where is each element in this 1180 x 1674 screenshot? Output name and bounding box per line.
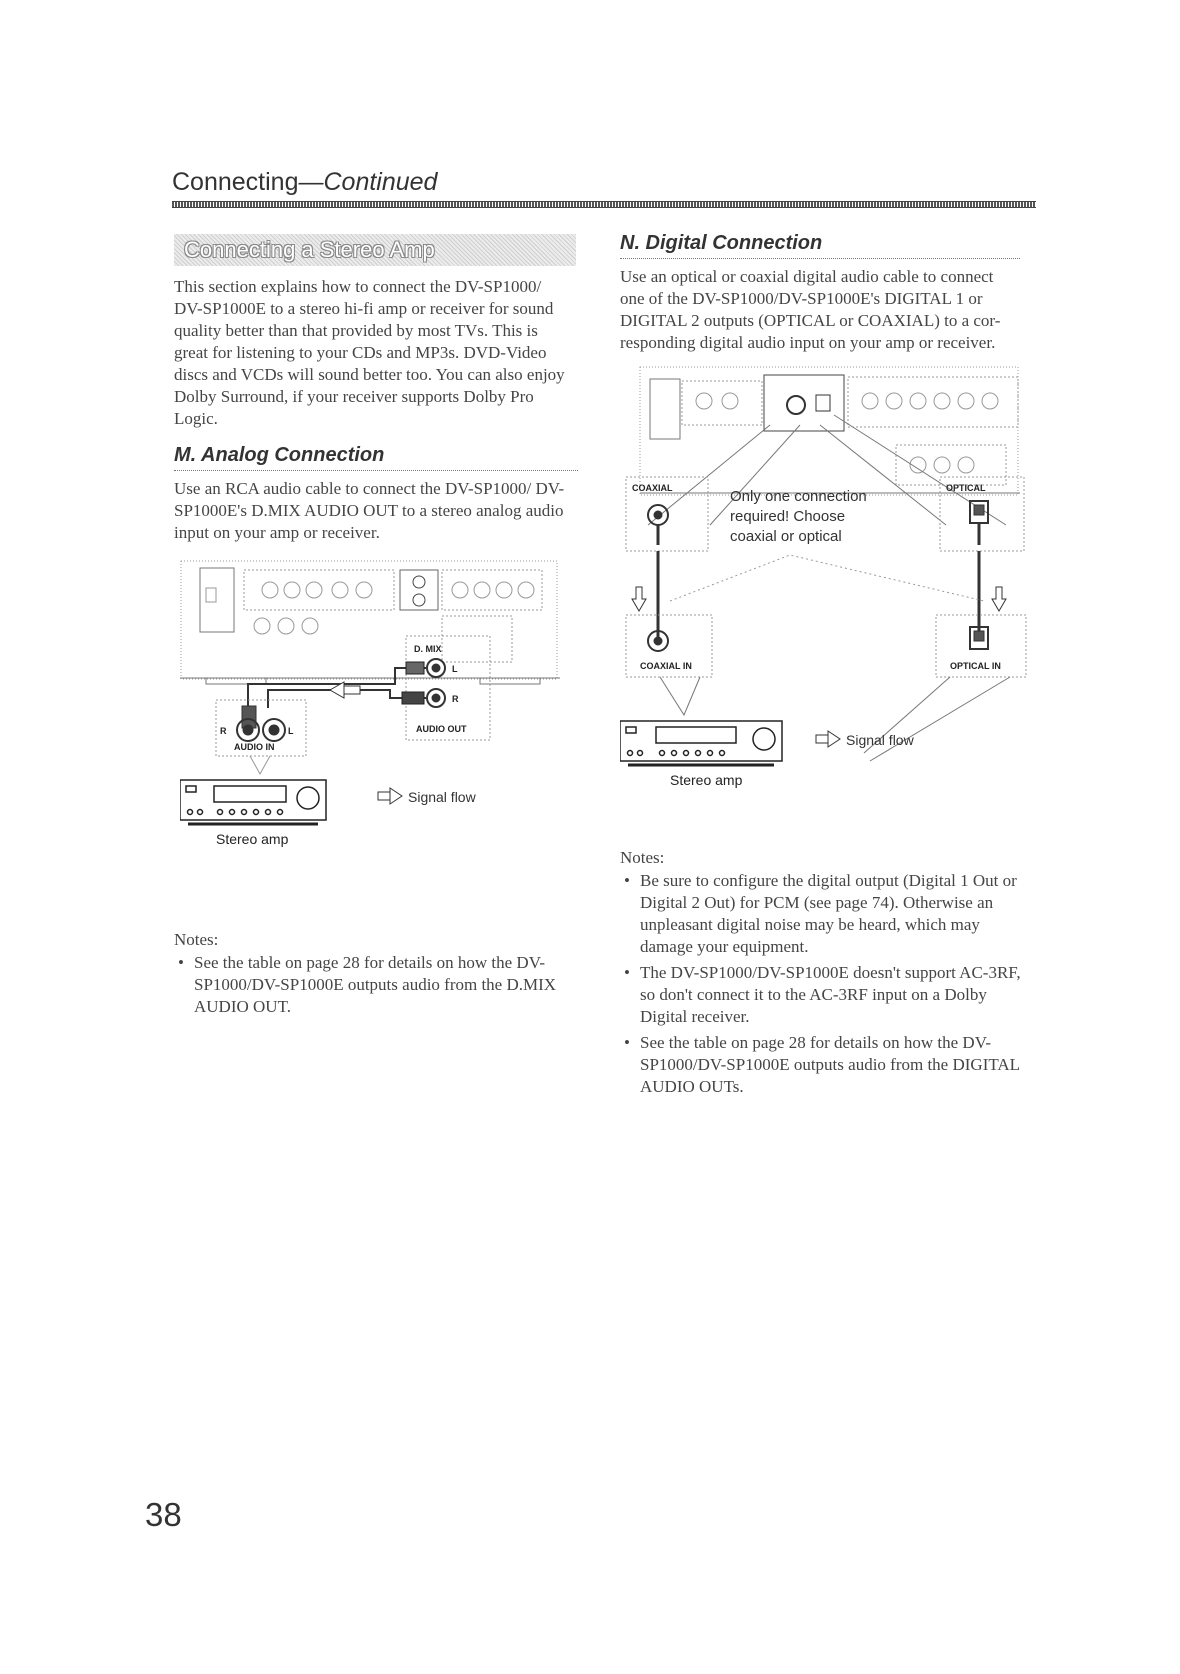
optical-label: OPTICAL: [946, 483, 986, 493]
jack-label-r: R: [452, 694, 459, 704]
left-notes-list: [174, 952, 569, 1022]
rca-cable: [248, 662, 426, 708]
digital-section-title: N. Digital Connection: [620, 232, 823, 254]
intro-paragraph: This section explains how to connect the DV-SP1000/ DV-SP1000E to a stereo hi-fi amp or receiver for sound quality better than that provided by most TVs. This is great for listening to your CDs and MP3s. DVD-Video discs and VCDs will sound better too. You can also enjoy Dolby Surround, if your receiver supports Dolby Pro Logic.: [174, 277, 565, 428]
dmix-label: D. MIX: [414, 644, 442, 654]
list-item: • The DV-SP1000/DV-SP1000E doesn't support AC-3RF, so don't connect it to the AC-3RF input on a Dolby Digital receiver.: [620, 962, 1025, 1028]
digital-connection-diagram: [620, 365, 1030, 840]
amp-jack-label-l: L: [288, 726, 294, 736]
header-title: Connecting: [172, 168, 299, 196]
player-rear-panel: [180, 561, 560, 684]
list-item: • Be sure to configure the digital output (Digital 1 Out or Digital 2 Out) for PCM (see page 74). Otherwise an unpleasant digital noise may be heard, which may damage your equipment.: [620, 870, 1025, 958]
analog-section-body: Use an RCA audio cable to connect the DV-SP1000/ DV-SP1000E's D.MIX AUDIO OUT to a stereo analog audio input on your amp or receiver.: [174, 479, 565, 542]
right-notes-title: Notes:: [620, 848, 665, 867]
analog-section-rule: [174, 470, 578, 471]
audio-out-label: AUDIO OUT: [416, 724, 467, 734]
digital-section-rule: [620, 258, 1020, 259]
coaxial-label: COAXIAL: [632, 483, 673, 493]
signal-flow-legend-icon: [378, 788, 402, 804]
choice-text-line3: coaxial or optical: [730, 528, 842, 545]
signal-flow-label: Signal flow: [408, 789, 476, 805]
audio-in-label: AUDIO IN: [234, 742, 275, 752]
player-rear-panel: [640, 367, 1020, 495]
header-continued: —Continued: [298, 168, 438, 196]
page-number: 38: [145, 1496, 182, 1533]
stereo-amp-icon: [620, 721, 782, 765]
jack-label-l: L: [452, 664, 458, 674]
choice-text-line1: Only one connection: [730, 488, 867, 505]
choice-text-line2: required! Choose: [730, 508, 846, 525]
choice-dashed-lines: [670, 555, 984, 601]
list-item: • See the table on page 28 for details on how the DV-SP1000/DV-SP1000E outputs audio from the D.MIX AUDIO OUT.: [174, 952, 569, 1018]
left-notes-title: Notes:: [174, 930, 219, 949]
stereo-amp-icon: [180, 780, 326, 824]
list-item: • See the table on page 28 for details on how the DV-SP1000/DV-SP1000E outputs audio from the DIGITAL AUDIO OUTs.: [620, 1032, 1025, 1098]
header-rule: [172, 201, 1036, 208]
signal-flow-arrows-down: [632, 587, 1006, 611]
digital-section-body: Use an optical or coaxial digital audio cable to connect one of the DV-SP1000/DV-SP1000E's DIGITAL 1 or DIGITAL 2 outputs (OPTICAL or COAXIAL) to a cor- responding digital audio input on your amp or receiver.: [620, 267, 1001, 352]
signal-flow-legend-icon: [816, 731, 840, 747]
section-banner: Connecting a Stereo Amp: [174, 234, 576, 266]
stereo-amp-label: Stereo amp: [216, 831, 289, 847]
amp-jack-label-r: R: [220, 726, 227, 736]
analog-section-title: M. Analog Connection: [174, 444, 385, 466]
stereo-amp-label: Stereo amp: [670, 772, 743, 788]
page-header: [172, 168, 437, 197]
right-notes-list: [620, 870, 1025, 1102]
optical-in-label: OPTICAL IN: [950, 661, 1001, 671]
signal-flow-label: Signal flow: [846, 732, 914, 748]
analog-connection-diagram: [180, 560, 580, 890]
cables: [658, 551, 979, 637]
amp-audio-in-jacks: [216, 700, 306, 774]
coaxial-in-label: COAXIAL IN: [640, 661, 692, 671]
